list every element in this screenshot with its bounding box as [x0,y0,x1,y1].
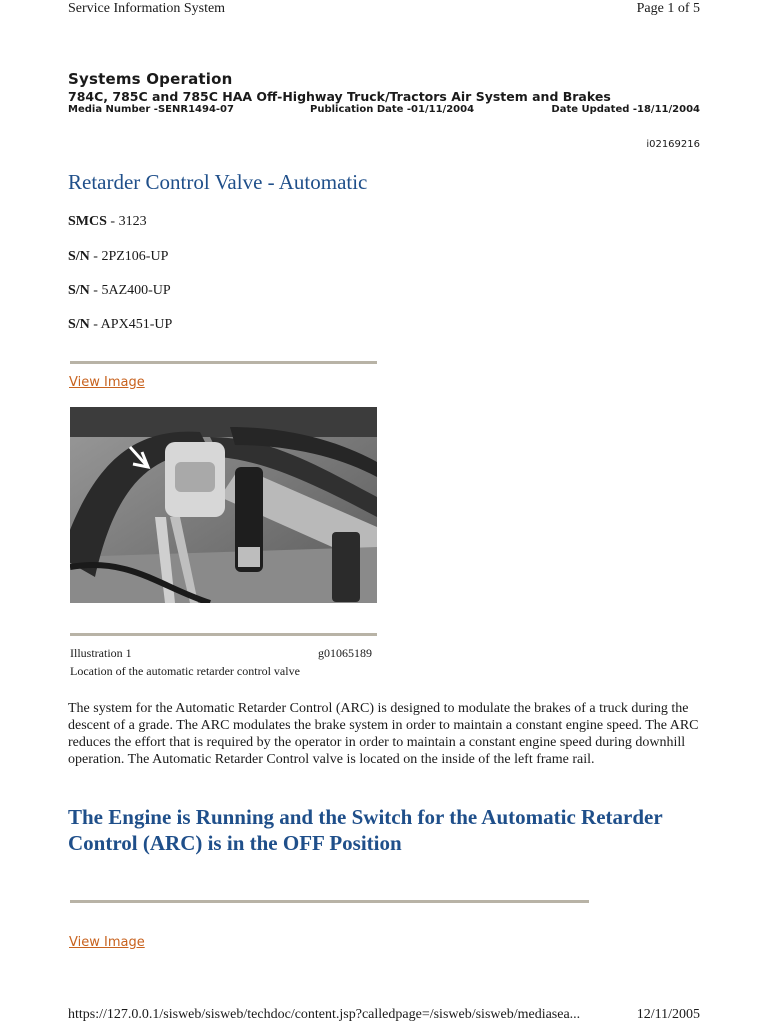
illustration-photo[interactable] [70,407,377,603]
date-updated: Date Updated -18/11/2004 [551,104,700,115]
footer-date: 12/11/2005 [636,1007,700,1022]
field-value: - 5AZ400-UP [89,283,171,298]
illustration-label: Illustration 1 [70,646,132,660]
document-subtitle: 784C, 785C and 785C HAA Off-Highway Truck/Tractors Air System and Brakes [68,89,611,104]
illustration-caption: Location of the automatic retarder control valve [70,664,300,678]
divider [70,633,377,636]
field-label: S/N [68,283,90,298]
divider [70,361,377,364]
document-id: i02169216 [646,139,700,150]
publication-date: Publication Date -01/11/2004 [310,104,475,115]
field-label: S/N [68,317,90,332]
description-paragraph: The system for the Automatic Retarder Control (ARC) is designed to modulate the brakes of a truck during the descent of a grade. The ARC modulates the brake system in order to maintain a constant engine speed. The ARC reduces the effort that is required by the operator in order to maintain a constant engine speed during downhill operation. The Automatic Retarder Control valve is located on the inside of the left frame rail. [68,701,699,767]
view-image-link[interactable]: View Image [69,375,145,390]
section-title: Systems Operation [68,70,233,88]
footer-url: https://127.0.0.1/sisweb/sisweb/techdoc/content.jsp?calledpage=/sisweb/sisweb/mediasea... [68,1007,581,1022]
serial-number-field [68,283,171,299]
system-name: Service Information System [68,1,226,16]
illustration-code: g01065189 [318,646,372,660]
media-number: Media Number -SENR1494-07 [68,104,234,115]
page-title: Retarder Control Valve - Automatic [68,170,368,194]
field-value: - APX451-UP [89,317,173,332]
field-value: - 2PZ106-UP [89,249,169,264]
view-image-link-2[interactable]: View Image [69,935,145,950]
page-info: Page 1 of 5 [636,1,700,16]
section-heading: The Engine is Running and the Switch for the Automatic Retarder Control (ARC) is in the OFF Position [68,805,663,855]
field-label: S/N [68,249,90,264]
field-value: - 3123 [106,214,147,229]
illustration-image [70,407,377,603]
serial-number-field [68,317,172,333]
serial-number-field [68,249,168,265]
smcs-field [68,214,147,230]
field-label: SMCS [68,214,107,229]
divider [70,900,589,903]
